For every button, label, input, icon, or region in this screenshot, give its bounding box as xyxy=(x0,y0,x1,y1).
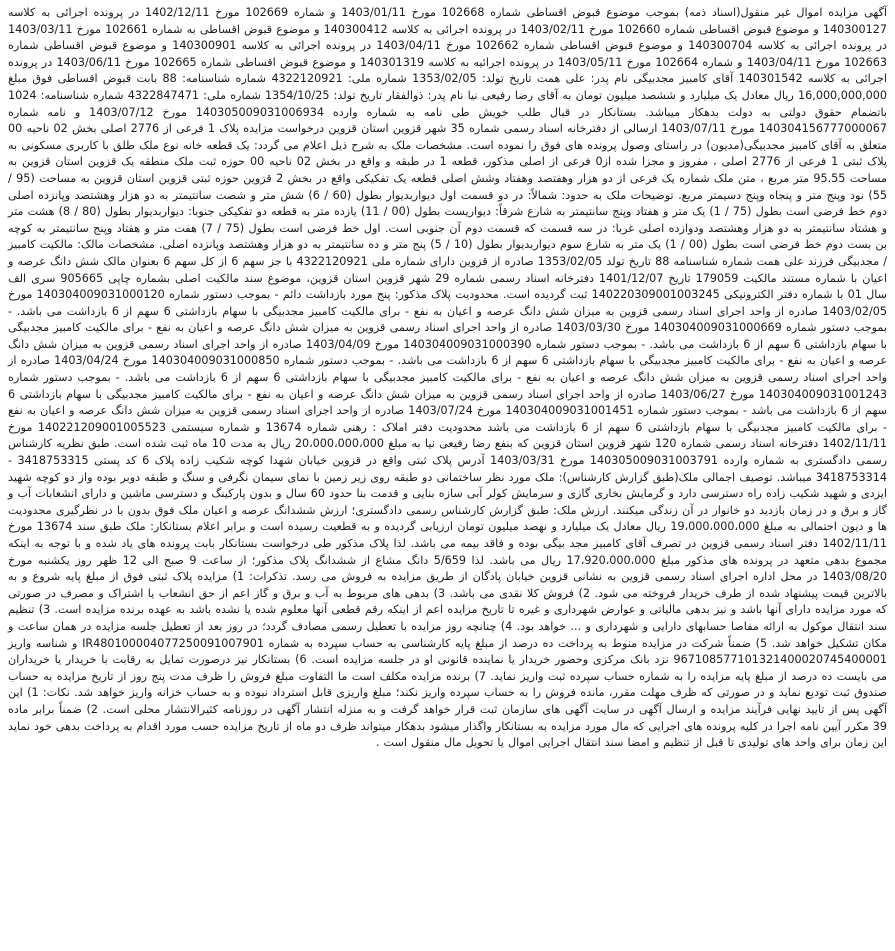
notice-body-text: آگهی مزایده اموال غیر منقول(اسناد ذمه) بموجب موضوع قبوض اقساطی شماره 102668 مورخ 1403/01/11 و شماره 102669 مورخ 1402/12/11 در پرونده اجرائی به کلاسه 140300127 و موضوع قبوض اقساطی شماره 102660 مورخ 1403/02/11 در پرونده اجرائی به کلاسه 140300412 و موضوع قبوض اقساطی به شماره 102661 مورخ 1403/03/11 در پرونده اجرائی به کلاسه 140300704 و موضوع قبوض اقساطی شماره 102662 مورخ 1403/04/11 در پرونده اجرائی به کلاسه 140300901 و موضوع قبوض اقساطی شماره 102663 مورخ 1403/04/11 و شماره 102664 مورخ 1403/05/11 در پرونده اجرائیه به کلاسه 140301319 و موضوع قبوض اقساطی شماره 102665 مورخ 1403/06/11 در پرونده اجرائی به کلاسه 140301542 آقای کامبیز مجدبیگی نام پدر: علی همت تاریخ تولد: 1353/02/05 شماره ملی: 4322120921 شماره شناسنامه: 88 بابت قبوض اقساطی فوق مبلغ 16,000,000,000 ریال معادل یک میلیارد و ششصد میلیون تومان به آقای رضا رفیعی نیا نام پدر: ذوالفقار تاریخ تولد: 1354/10/25 شماره ملی: 4322847471 شماره شناسنامه: 1024 باتضمام حقوق دولتی به دولت بدهکار میباشد. بستانکار در قبال طلب خویش طی نامه به شماره وارده 140305009031006934 مورخ 1403/07/12 و نامه شماره 140304156777000067 مورخ 1403/07/11 ارسالی از دفترخانه اسناد رسمی شماره 35 شهر قزوین استان قزوین درخواست مزایده پلاک 1 فرعی از 2776 اصلی بخش 02 ناحیه 00 متعلق به آقای کامبیز مجدبیگی(مدیون) در راستای وصول پرونده های فوق را نموده است. مشخصات ملک به شرح ذیل اعلام می گردد: یک قطعه خانه نوع ملک طلق با کاربری مسکونی به پلاک ثبتی 1 فرعی از 2776 اصلی ، مفروز و مجزا شده از0 فرعی از اصلی مذکور، قطعه 1 در طبقه و واقع در بخش 02 ناحیه 00 حوزه ثبت ملک منطقه یک قزوین استان قزوین به مساحت 95.55 متر مربع ، متن ملک شماره یک فرعی از دو هزار وهفتصد وهفتاد وشش اصلی قطعه یک تفکیکی واقع در بخش 2 قزوین حوزه ثبتی قزوین استان قزوین به مساحت (95 / 55) نود وپنج متر و پنجاه وپنج دسیمتر مربع. توضیحات ملک به حدود: شمالاً: در دو قسمت اول دیواربدیوار بطول (60 / 6) شش متر و شصت سانتیمتر به دو هزار وهشتصد وپانزده اصلی دوم خط فرضی است بطول (75 / 1) یک متر و هفتاد وپنج سانتیمتر به شارع شرقاً: دیواریست بطول (00 / 11) یازده متر به قطعه دو تفکیکی جنوبا: دیواربدیوار بطول (80 / 8) هشت متر و هشتاد سانتیمتر به دو هزار وهشتصد ودوازده اصلی غربا: در سه قسمت که قسمت دوم آن جنوبی است. اول خط فرضی است بطول (75 / 7) هفت متر و هفتاد وپنج سانتیمتر به کوچه بن بست دوم خط فرضی است بطول (00 / 1) یک متر به شارع سوم دیواربدیوار بطول (10 / 5) پنج متر و ده سانتیمتر به دو هزار وهشتصد وپانزده اصلی. مشخصات مالک: مالکیت کامبیز / مجدبیگی فرزند علی همت شماره شناسنامه 88 تاریخ تولد 1353/02/05 صادره از قزوین دارای شماره ملی 4322120921 با جز سهم 6 از کل سهم 6 بعنوان مالک شش دانگ عرصه و اعیان با شماره مستند مالکیت 179059 تاریخ 1401/12/07 دفترخانه اسناد رسمی شماره 29 شهر قزوین استان قزوین، موضوع سند مالکیت اصلی بشماره چاپی 905665 سری الف سال 01 با شماره دفتر الکترونیکی 140220309001003245 ثبت گردیده است. محدودیت پلاک مذکور: پنج مورد بازداشت دائم - بموجب دستور شماره 140304009031000120 مورخ 1403/02/05 صادره از واحد اجرای اسناد رسمی قزوین به میزان شش دانگ عرصه و اعیان به نفع - برای مالکیت کامبیز مجدبیگی با سهام بازداشتی 6 سهم از 6 بازداشت می باشد. - بموجب دستور شماره 140304009031000669 مورخ 1403/03/30 صادره از واحد اجرای اسناد رسمی قزوین به میزان شش دانگ عرصه و اعیان به نفع - برای مالکیت کامبیز مجدبیگی با سهام بازداشتی 6 سهم از 6 بازداشت می باشد. - بموجب دستور شماره 140304009031000390 مورخ 1403/04/09 صادره از واحد اجرای اسناد رسمی قزوین به میزان شش دانگ عرصه و اعیان به نفع - برای مالکیت کامبیز مجدبیگی با سهام بازداشتی 6 سهم از 6 بازداشت می باشد. - بموجب دستور شماره 140304009031000850 مورخ 1403/04/24 صادره از واحد اجرای اسناد رسمی قزوین به میزان شش دانگ عرصه و اعیان به نفع - برای مالکیت کامبیز مجدبیگی با سهام بازداشتی 6 سهم از 6 بازداشت می باشد. - بموجب دستور شماره 140304009031001243 مورخ 1403/06/27 صادره از واحد اجرای اسناد رسمی قزوین به میزان شش دانگ عرصه و اعیان به نفع - برای مالکیت کامبیز مجدبیگی با سهام بازداشتی 6 سهم از 6 بازداشت می باشد - بموجب دستور شماره 140304009031001451 مورخ 1403/07/24 صادره از واحد اجرای اسناد رسمی قزوین به میزان شش دانگ عرصه و اعیان به نفع - برای مالکیت کامبیز مجدبیگی با سهام بازداشتی 6 سهم از 6 بازداشت می باشد محدودیت دفتر املاک : رهنی شماره 13674 و شماره سیستمی 140221209001005523 مورخ 1402/11/11 دفترخانه اسناد رسمی شماره 120 شهر قزوین استان قزوین که بنفع رضا رفیعی نیا به مبلغ 20،000،000،000 ریال به مدت 10 ماه ثبت شده است. طبق نظریه کارشناس رسمی دادگستری به شماره وارده 140305009031003791 مورخ 1403/03/31 آدرس پلاک ثبتی واقع در قزوین خیابان شهدا کوچه شکیب زاده پلاک 6 کد پستی 3418753315 - 3418753314 میباشد. توصیف اجمالی ملک(طبق گزارش کارشناس): ملک مورد نظر ساختمانی دو طبقه روی زیر زمین با نمای سیمان نگرفی و سنگ و طبقه دوبر بوده واز دو کوچه شهید ایزدی و شهید شکیب زاده راه دسترسی دارد و گرمایش بخاری گازی و سرمایش کولر آبی سازه بنایی و قدمت بنا حدود 60 سال و بدون پارکینگ و دسترسی ماشین و دارای انشعابات آب و گاز و برق و در زمان بازدید دو خانوار در آن زندگی میکنند. ارزش ملک: طبق گزارش کارشناس رسمی دادگستری؛ ارزش ششدانگ عرصه و اعیان ملک فوق بدون با در نظرگیری محدودیت ها و دیون احتمالی به مبلغ 19،000،000،000 ریال معادل یک میلیارد و نهصد میلیون تومان ارزیابی گردیده و به قطعیت رسیده است و برابر اعلام بستانکار: ملک طبق سند 13674 مورخ 1402/11/11 دفتر اسناد رسمی قزوین در تصرف آقای کامبیز مجد بیگی بوده و فاقد بیمه می باشد. لذا پلاک مذکور طی درخواست بستانکار بابت پرونده های یاد شده و با توجه به اینکه مجموع بدهی متعهد در پرونده های مذکور مبلغ 17،920،000،000 ریال می باشد. لذا 5/659 دانگ مشاع از ششدانگ پلاک مذکور؛ از ساعت 9 صبح الی 12 ظهر روز یکشنبه مورخ 1403/08/20 در محل اداره اجرای اسناد رسمی قزوین به نشانی قزوین خیابان پادگان از طریق مزایده به فروش می رسد. تذکرات: 1) مزایده پلاک ثبتی فوق از مبلغ پایه شروع و به بالاترین قیمت پیشنهاد شده از طرف خریدار فروخته می شود. 2) فروش کلا نقدی می باشد. 3) بدهی های مربوط به آب و برق و گاز اعم از حق انشعاب یا اشتراک و مصرف در صورتی که مورد مزایده دارای آنها باشد و نیز بدهی مالیاتی و عوارض شهرداری و غیره تا تاریخ مزایده اعم از اینکه رقم قطعی آنها معلوم شده یا نشده باشد به عهده برنده مزایده است. 3) تنظیم سند انتقال موکول به ارائه مفاصا حسابهای دارایی و شهرداری و ... خواهد بود. 4) چنانچه روز مزایده با تعطیل رسمی مصادف گردد؛ در روز بعد از تعطیل جلسه مزایده در همان ساعت و مکان تشکیل خواهد شد. 5) ضمناً شرکت در مزایده منوط به پرداخت ده درصد از مبلغ پایه کارشناسی به حساب سپرده به شماره IR480100004077250091007901 و شناسه واریز 967108577101321400020745400001 نزد بانک مرکزی وحضور خریدار یا نماینده قانونی او در جلسه مزایده است. 6) بستانکار نیز درصورت تمایل به رقابت با خریدار یا خریداران می بایست ده درصد از مبلغ پایه مزایده را به شماره حساب سپرده ثبت واریز نماید. 7) برنده مزایده مکلف است ما التفاوت مبلغ فروش را ظرف مدت پنج روز از تاریخ مزایده به حساب صندوق ثبت تودیع نماید و در صورتی که ظرف مهلت مقرر، مانده فروش را به حساب سپرده واریز نکند؛ مبلغ واریزی قابل استرداد نبوده و به حساب خزانه واریز خواهد شد. نکات: 1) این آگهی پس از تایید نهایی فرآیند مزایده و ارسال آگهی در سایت آگهی های سازمان ثبت قرار خواهد گرفت و به منزله انتشار آگهی در روزنامه کثیرالانتشار محلی است. 2) ضمناً برابر ماده 39 مکرر آیین نامه اجرا در کلیه پرونده های اجرایی که مال مورد مزایده به بستانکار واگذار میشود بدهکار میتواند ظرف دو ماه از تاریخ مزایده حسب مورد اقدام به پرداخت بدهی خود نماید این زمان برای واحد های تولیدی تا قبل از تنظیم و امضا سند انتقال اجرایی اموال یا تحویل مال منقول است . xyxy=(8,6,888,750)
